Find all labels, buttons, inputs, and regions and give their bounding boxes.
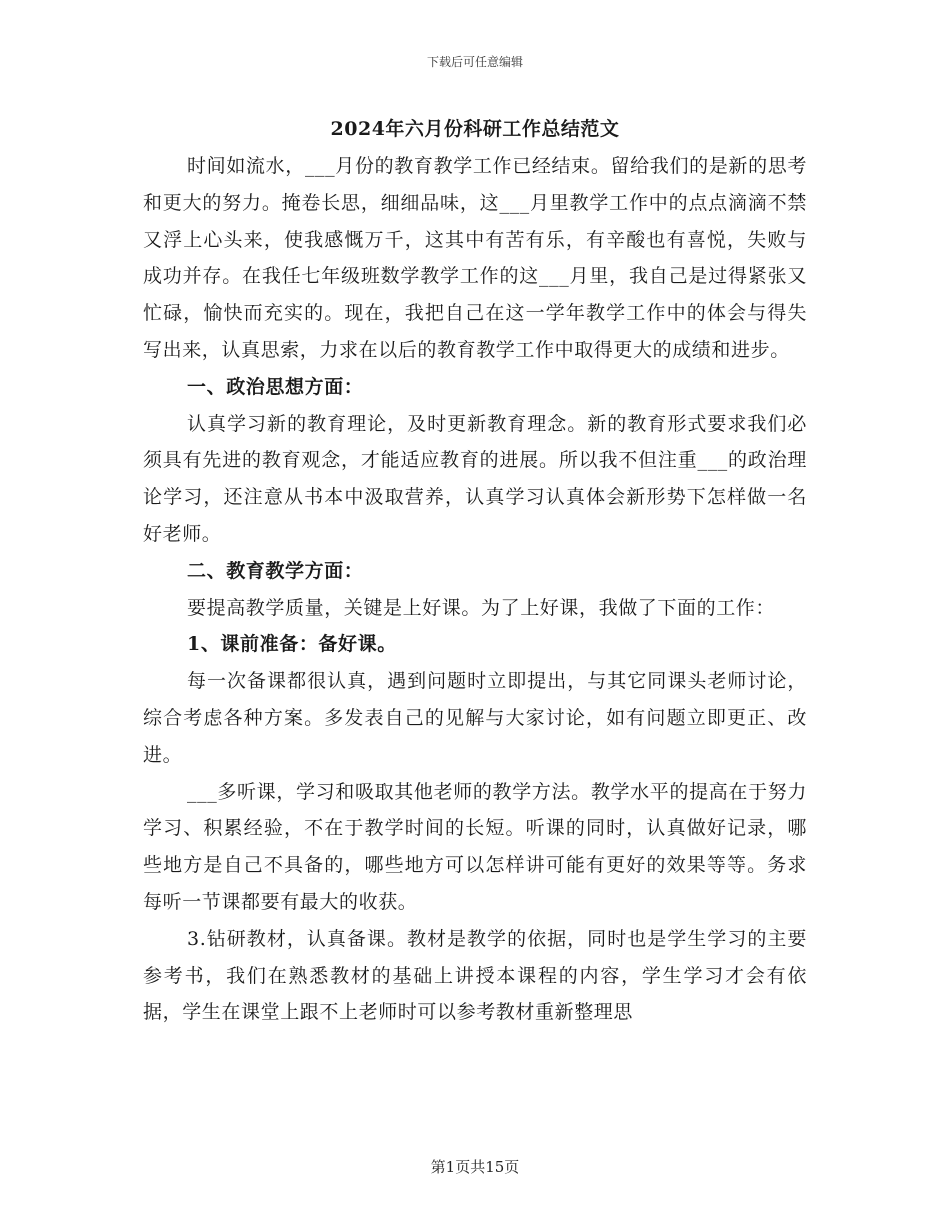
header-note: 下载后可任意编辑: [426, 55, 523, 69]
paragraph-observation: ___多听课，学习和吸取其他老师的教学方法。教学水平的提高在于努力学习、积累经验，不在于教学时间的长短。听课的同时，认真做好记录，哪些地方是自己不具备的，哪些地方可以怎样讲可能有更好的效果等等。务求每听一节课都要有最大的收获。: [143, 780, 807, 913]
paragraph-teaching-intro: 要提高教学质量，关键是上好课。为了上好课，我做了下面的工作：: [187, 596, 776, 619]
paragraph-textbook: 3.钻研教材，认真备课。教材是教学的依据，同时也是学生学习的主要参考书，我们在熟悉教材的基础上讲授本课程的内容，学生学习才会有依据，学生在课堂上跟不上老师时可以参考教材重新整理思: [143, 927, 807, 1024]
heading-preparation: 1、课前准备：备好课。: [187, 633, 397, 656]
page-footer: 第1页共15页: [430, 1158, 520, 1176]
heading-teaching: 二、教育教学方面：: [187, 559, 364, 582]
document-body: [143, 148, 807, 1031]
heading-political: 一、政治思想方面：: [187, 375, 364, 398]
paragraph-preparation: 每一次备课都很认真，遇到问题时立即提出，与其它同课头老师讨论，综合考虑各种方案。多发表自己的见解与大家讨论，如有问题立即更正、改进。: [143, 670, 807, 766]
paragraph-intro: 时间如流水，___月份的教育教学工作已经结束。留给我们的是新的思考和更大的努力。掩卷长思，细细品味，这___月里教学工作中的点点滴滴不禁又浮上心头来，使我感慨万千，这其中有苦有乐，有辛酸也有喜悦，失败与成功并存。在我任七年级班数学教学工作的这___月里，我自己是过得紧张又忙碌，愉快而充实的。现在，我把自己在这一学年教学工作中的体会与得失写出来，认真思索，力求在以后的教育教学工作中取得更大的成绩和进步。: [143, 155, 807, 361]
document-title: 2024年六月份科研工作总结范文: [330, 118, 620, 140]
paragraph-political: 认真学习新的教育理论，及时更新教育理念。新的教育形式要求我们必须具有先进的教育观念，才能适应教育的进展。所以我不但注重___的政治理论学习，还注意从书本中汲取营养，认真学习认真体会新形势下怎样做一名好老师。: [143, 412, 807, 545]
